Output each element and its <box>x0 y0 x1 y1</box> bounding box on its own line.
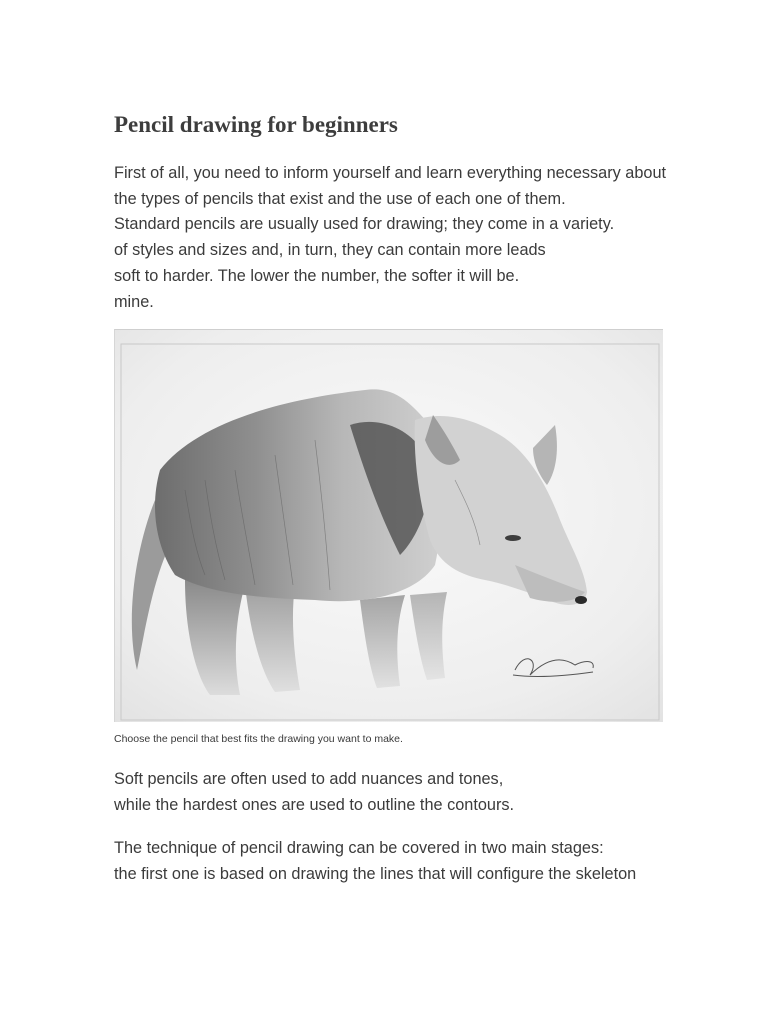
intro-paragraph <box>114 161 666 315</box>
paragraph-line: soft to harder. The lower the number, the softer it will be. <box>114 266 520 285</box>
paragraph-line: the types of pencils that exist and the use of each one of them. <box>114 189 566 208</box>
paragraph-line: mine. <box>114 292 154 311</box>
paragraph-line: of styles and sizes and, in turn, they can contain more leads <box>114 241 546 260</box>
technique-paragraph <box>114 836 636 887</box>
figure-caption: Choose the pencil that best fits the drawing you want to make. <box>114 733 403 745</box>
paragraph-line: while the hardest ones are used to outline the contours. <box>114 795 515 814</box>
coyote-sketch-image <box>114 329 663 722</box>
soft-pencils-paragraph <box>114 767 514 818</box>
paragraph-line: The technique of pencil drawing can be covered in two main stages: <box>114 839 604 857</box>
article-title: Pencil drawing for beginners <box>114 112 398 137</box>
paragraph-line: Soft pencils are often used to add nuances and tones, <box>114 770 504 788</box>
paragraph-line: Standard pencils are usually used for drawing; they come in a variety. <box>114 215 615 234</box>
paragraph-line: the first one is based on drawing the lines that will configure the skeleton <box>114 864 637 883</box>
paragraph-line: First of all, you need to inform yourself and learn everything necessary about <box>114 164 667 182</box>
